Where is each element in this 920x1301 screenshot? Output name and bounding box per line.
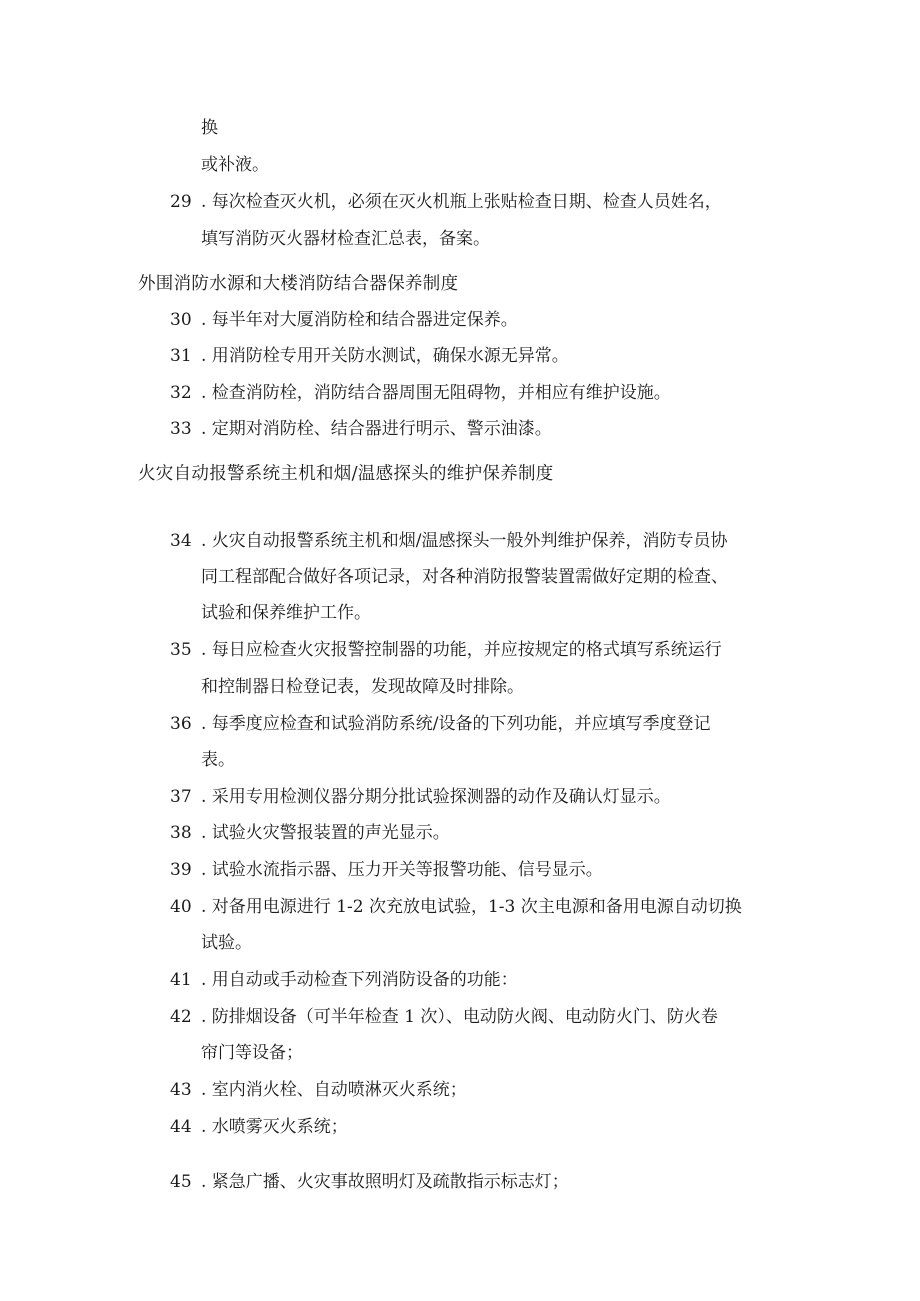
item-text: . 水喷雾灭火系统； [201,1117,348,1137]
item-number: 42 [170,1007,192,1027]
item-text: . 每季度应检查和试验消防系统/设备的下列功能，并应填写季度登记 [201,714,711,734]
item-text: . 对备用电源进行 1-2 次充放电试验，1-3 次主电源和备用电源自动切换 [201,897,742,917]
item-number: 43 [170,1080,192,1100]
item-continuation: 表。 [201,750,235,770]
item-continuation: 填写消防灭火器材检查汇总表，备案。 [201,229,490,249]
item-number: 32 [170,383,192,403]
text-fragment: 换 [201,118,218,138]
item-number: 45 [170,1172,192,1192]
item-text: . 采用专用检测仪器分期分批试验探测器的动作及确认灯显示。 [201,787,671,807]
item-text: . 试验火灾警报装置的声光显示。 [201,823,450,843]
item-number: 41 [170,970,192,990]
item-text: . 每日应检查火灾报警控制器的功能，并应按规定的格式填写系统运行 [201,640,722,660]
item-continuation: 试验。 [201,933,252,953]
item-text: . 火灾自动报警系统主机和烟/温感探头一般外判维护保养，消防专员协 [201,531,728,551]
item-text: . 室内消火栓、自动喷淋灭火系统； [201,1080,467,1100]
section-heading: 火灾自动报警系统主机和烟/温感探头的维护保养制度 [138,464,554,484]
item-number: 31 [170,346,192,366]
item-text: . 每半年对大厦消防栓和结合器进定保养。 [201,310,518,330]
item-number: 35 [170,640,192,660]
section-heading: 外围消防水源和大楼消防结合器保养制度 [138,274,459,294]
item-text: . 用自动或手动检查下列消防设备的功能： [201,970,518,990]
item-continuation: 和控制器日检登记表，发现故障及时排除。 [201,677,524,697]
item-text: . 定期对消防栓、结合器进行明示、警示油漆。 [201,419,552,439]
item-number: 44 [170,1117,192,1137]
item-continuation: 试验和保养维护工作。 [201,603,371,623]
item-continuation: 同工程部配合做好各项记录，对各种消防报警装置需做好定期的检查、 [201,567,728,587]
item-number: 33 [170,419,192,439]
item-continuation: 帘门等设备； [201,1043,303,1063]
item-number: 29 [170,192,192,212]
item-text: . 紧急广播、火灾事故照明灯及疏散指示标志灯； [201,1172,569,1192]
item-number: 37 [170,787,192,807]
text-fragment: 或补液。 [201,155,269,175]
item-number: 38 [170,823,192,843]
item-number: 34 [170,531,192,551]
item-number: 40 [170,897,192,917]
item-number: 30 [170,310,192,330]
item-number: 39 [170,860,192,880]
item-text: . 用消防栓专用开关防水测试，确保水源无异常。 [201,346,569,366]
item-number: 36 [170,714,192,734]
item-text: . 检查消防栓，消防结合器周围无阻碍物，并相应有维护设施。 [201,383,671,403]
item-text: . 每次检查灭火机，必须在灭火机瓶上张贴检查日期、检查人员姓名， [201,192,722,212]
item-text: . 试验水流指示器、压力开关等报警功能、信号显示。 [201,860,603,880]
item-text: . 防排烟设备（可半年检查 1 次）、电动防火阀、电动防火门、防火卷 [201,1007,718,1027]
